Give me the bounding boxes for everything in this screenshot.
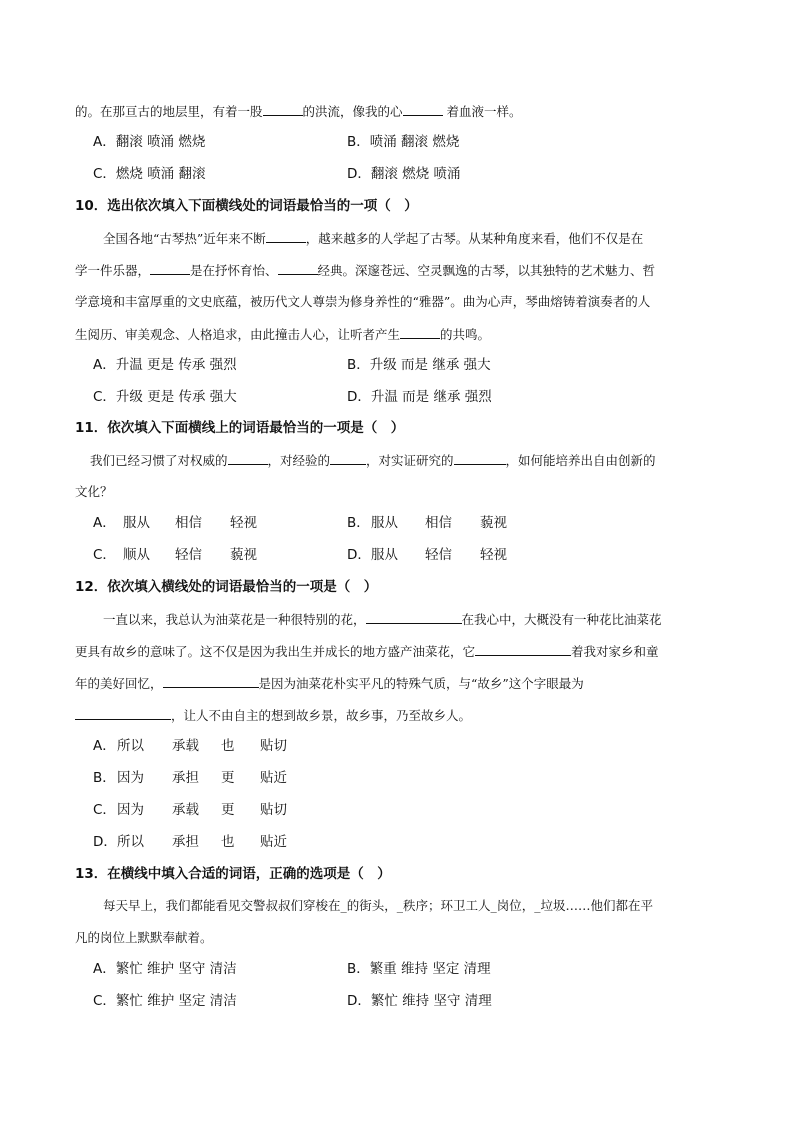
option-word: 因为 xyxy=(117,802,144,818)
fill-blank xyxy=(403,101,443,116)
option-word: 贴近 xyxy=(260,834,287,850)
option-letter: A． xyxy=(93,738,116,754)
option-letter: A． xyxy=(93,515,116,531)
option-word: 所以 xyxy=(117,834,144,850)
passage-text: 一直以来，我总认为油菜花是一种很特别的花， xyxy=(103,612,366,627)
q11-option-a xyxy=(93,513,257,533)
passage-text: 学一件乐器， xyxy=(75,263,151,278)
option-letter: D． xyxy=(93,834,117,850)
passage-text: ，让人不由自主的想到故乡景，故乡事，乃至故乡人。 xyxy=(171,708,472,723)
q11-option-d xyxy=(347,545,507,565)
q9-option-a: A．翻滚 喷涌 燃烧 xyxy=(93,134,206,150)
q12-option-a xyxy=(93,736,287,756)
option-word: 更 xyxy=(221,770,235,786)
q10-option-a: A．升温 更是 传承 强烈 xyxy=(93,357,237,373)
option-letter: C． xyxy=(93,802,116,818)
fill-blank xyxy=(263,101,303,116)
q12-passage-line-4 xyxy=(75,705,471,726)
passage-text: 在我心中，大概没有一种花比油菜花 xyxy=(461,612,662,627)
passage-text: 是因为油菜花朴实平凡的特殊气质，与“故乡”这个字眼最为 xyxy=(258,676,584,691)
option-word: 也 xyxy=(221,738,235,754)
passage-text: ，如何能培养出自由创新的 xyxy=(505,453,656,468)
passage-text: 生阅历、审美观念、人格追求，由此撞击人心，让听者产生 xyxy=(75,327,401,342)
option-letter: C． xyxy=(93,547,116,563)
option-word: 贴切 xyxy=(260,802,287,818)
q9-option-c: C．燃烧 喷涌 翻滚 xyxy=(93,166,206,182)
passage-text: 经典。深邃苍远、空灵飘逸的古琴，以其独特的艺术魅力、哲 xyxy=(317,263,656,278)
q13-passage-line-1: 每天早上，我们都能看见交警叔叔们穿梭在_的街头，_秩序；环卫工人_岗位，_垃圾……他们都在平 xyxy=(103,898,654,913)
passage-text: 年的美好回忆， xyxy=(75,676,163,691)
q10-passage-line-3: 学意境和丰富厚重的文史底蕴，被历代文人尊崇为修身养性的“雅器”。曲为心声，琴曲熔铸着演奏者的人 xyxy=(75,294,651,309)
q12-option-c xyxy=(93,800,287,820)
option-word: 轻视 xyxy=(480,547,507,563)
option-letter: B． xyxy=(93,770,116,786)
q12-passage-line-1 xyxy=(103,609,662,630)
passage-text: 是在抒怀育怡、 xyxy=(190,263,278,278)
option-word: 贴近 xyxy=(260,770,287,786)
fill-blank xyxy=(150,260,190,275)
q10-stem: 10．选出依次填入下面横线处的词语最恰当的一项（ ） xyxy=(75,198,418,214)
fill-blank xyxy=(366,609,462,624)
option-word: 服从 xyxy=(371,515,398,531)
q11-stem: 11．依次填入下面横线上的词语最恰当的一项是（ ） xyxy=(75,420,405,436)
option-word: 贴切 xyxy=(260,738,287,754)
q12-option-d xyxy=(93,832,287,852)
q12-stem: 12．依次填入横线处的词语最恰当的一项是（ ） xyxy=(75,579,378,595)
q9-option-b: B．喷涌 翻滚 燃烧 xyxy=(347,134,460,150)
passage-text: 我们已经习惯了对权威的 xyxy=(90,453,228,468)
q10-option-d: D．升温 而是 继承 强烈 xyxy=(347,389,492,405)
q12-passage-line-3 xyxy=(75,673,584,694)
option-word: 顺从 xyxy=(123,547,150,563)
q10-passage-line-1 xyxy=(103,228,643,249)
option-word: 更 xyxy=(221,802,235,818)
passage-text: 的洪流，像我的心 xyxy=(302,104,403,119)
passage-text: ，对经验的 xyxy=(267,453,331,468)
option-letter: D． xyxy=(347,547,371,563)
q9-passage-line xyxy=(75,101,522,122)
q11-passage-line-1 xyxy=(90,450,656,471)
option-word: 服从 xyxy=(371,547,398,563)
q12-option-b xyxy=(93,768,287,788)
option-word: 承担 xyxy=(172,770,199,786)
passage-text: 的。在那亘古的地层里，有着一股 xyxy=(75,104,263,119)
passage-text: 着血液一样。 xyxy=(442,104,522,119)
option-word: 藐视 xyxy=(230,547,257,563)
option-word: 服从 xyxy=(123,515,150,531)
q10-option-b: B．升级 而是 继承 强大 xyxy=(347,357,491,373)
option-word: 承载 xyxy=(172,738,199,754)
option-word: 轻视 xyxy=(230,515,257,531)
fill-blank xyxy=(454,450,506,465)
fill-blank xyxy=(400,324,440,339)
option-word: 轻信 xyxy=(175,547,202,563)
q13-option-c: C．繁忙 维护 坚定 清洁 xyxy=(93,993,237,1009)
fill-blank xyxy=(228,450,268,465)
q9-option-d: D．翻滚 燃烧 喷涌 xyxy=(347,166,461,182)
option-word: 因为 xyxy=(117,770,144,786)
q13-stem: 13．在横线中填入合适的词语，正确的选项是（ ） xyxy=(75,866,391,882)
option-word: 承担 xyxy=(172,834,199,850)
passage-text: ，越来越多的人学起了古琴。从某种角度来看，他们不仅是在 xyxy=(305,231,644,246)
fill-blank xyxy=(266,228,306,243)
option-word: 所以 xyxy=(117,738,144,754)
option-word: 藐视 xyxy=(480,515,507,531)
q13-passage-line-2: 凡的岗位上默默奉献着。 xyxy=(75,930,213,945)
fill-blank xyxy=(330,450,366,465)
q13-option-d: D．繁忙 维持 坚守 清理 xyxy=(347,993,492,1009)
q12-passage-line-2 xyxy=(75,641,659,662)
option-letter: B． xyxy=(347,515,370,531)
q11-passage-line-2: 文化？ xyxy=(75,484,113,499)
option-word: 承载 xyxy=(172,802,199,818)
fill-blank xyxy=(75,705,171,720)
q11-option-c xyxy=(93,545,257,565)
option-word: 相信 xyxy=(425,515,452,531)
passage-text: 全国各地“古琴热”近年来不断 xyxy=(103,231,266,246)
fill-blank xyxy=(278,260,318,275)
option-word: 相信 xyxy=(175,515,202,531)
q13-option-a: A．繁忙 维护 坚守 清洁 xyxy=(93,961,237,977)
passage-text: 更具有故乡的意味了。这不仅是因为我出生并成长的地方盛产油菜花，它 xyxy=(75,644,476,659)
passage-text: 着我对家乡和童 xyxy=(571,644,659,659)
q10-option-c: C．升级 更是 传承 强大 xyxy=(93,389,237,405)
passage-text: 的共鸣。 xyxy=(440,327,491,342)
option-word: 轻信 xyxy=(425,547,452,563)
q11-option-b xyxy=(347,513,507,533)
q13-option-b: B．繁重 维持 坚定 清理 xyxy=(347,961,491,977)
fill-blank xyxy=(163,673,259,688)
fill-blank xyxy=(475,641,571,656)
option-word: 也 xyxy=(221,834,235,850)
q10-passage-line-4 xyxy=(75,324,490,345)
passage-text: ，对实证研究的 xyxy=(366,453,454,468)
q10-passage-line-2 xyxy=(75,260,655,281)
